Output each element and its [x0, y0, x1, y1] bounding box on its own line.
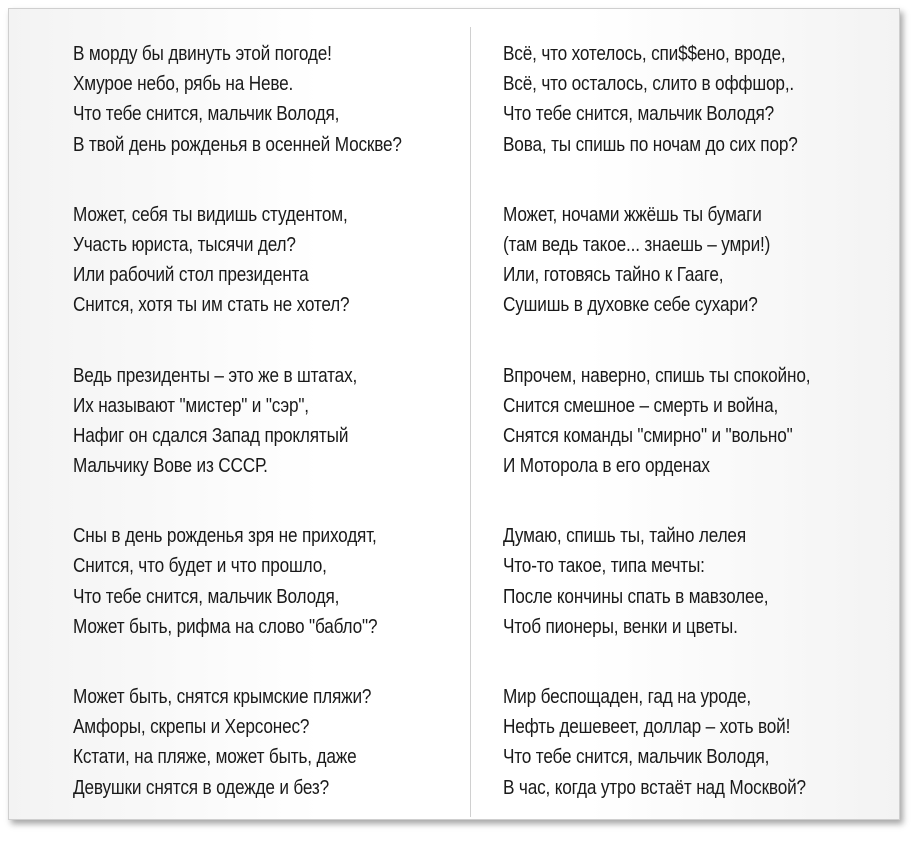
poem-line: Снится, что будет и что прошло,	[73, 555, 327, 578]
poem-line: Снится, хотя ты им стать не хотел?	[73, 294, 350, 317]
poem-line: Амфоры, скрепы и Херсонес?	[73, 716, 310, 739]
poem-line: Думаю, спишь ты, тайно лелея	[503, 525, 746, 548]
stanza	[73, 682, 463, 803]
stanza	[73, 200, 463, 321]
stanza	[503, 200, 903, 321]
poem-line: Участь юриста, тысячи дел?	[73, 233, 296, 256]
poem-line: Снится смешное – смерть и война,	[503, 394, 779, 417]
poem-line: Девушки снятся в одежде и без?	[73, 776, 330, 799]
poem-line: Что-то такое, типа мечты:	[503, 555, 705, 578]
poem-line: Что тебе снится, мальчик Володя?	[503, 103, 775, 126]
poem-line: Мир беспощаден, гад на уроде,	[503, 686, 752, 708]
poem-line: Может быть, рифма на слово "бабло"?	[73, 615, 378, 638]
stanza	[73, 361, 463, 482]
poem-line: Может, ночами жжёшь ты бумаги	[503, 203, 762, 226]
poem-line: Их называют "мистер" и "сэр",	[73, 394, 309, 417]
poem-line: Вова, ты спишь по ночам до сих пор?	[503, 133, 798, 156]
poem-line: Хмурое небо, рябь на Неве.	[73, 73, 294, 96]
poem-line: И Моторола в его орденах	[503, 455, 710, 478]
poem-line: Впрочем, наверно, спишь ты спокойно,	[503, 364, 811, 387]
poem-line: Сушишь в духовке себе сухари?	[503, 294, 758, 317]
poem-line: Снятся команды "смирно" и "вольно"	[503, 424, 793, 447]
poem-line: В час, когда утро встаёт над Москвой?	[503, 776, 806, 799]
poem-sheet	[8, 8, 900, 820]
stanza	[503, 521, 903, 642]
poem-line: Всё, что хотелось, спи$$ено, вроде,	[503, 43, 786, 65]
poem-line: Сны в день рожденья зря не приходят,	[73, 525, 377, 548]
stanza	[73, 39, 463, 160]
stanza	[503, 361, 903, 482]
poem-line: Кстати, на пляже, может быть, даже	[73, 746, 357, 769]
poem-line: (там ведь такое... знаешь – умри!)	[503, 233, 771, 256]
poem-column-left	[73, 39, 463, 843]
poem-line: Что тебе снится, мальчик Володя,	[73, 585, 340, 608]
poem-line: Может быть, снятся крымские пляжи?	[73, 686, 372, 708]
stanza	[503, 682, 903, 803]
poem-line: Нефть дешевеет, доллар – хоть вой!	[503, 716, 791, 739]
poem-line: После кончины спать в мавзолее,	[503, 585, 769, 608]
poem-line: В морду бы двинуть этой погоде!	[73, 43, 332, 65]
poem-column-right	[503, 39, 903, 843]
stanza	[503, 39, 903, 160]
poem-line: Что тебе снится, мальчик Володя,	[73, 103, 340, 126]
poem-line: Что тебе снится, мальчик Володя,	[503, 746, 770, 769]
poem-line: Чтоб пионеры, венки и цветы.	[503, 615, 738, 638]
stanza	[73, 521, 463, 642]
poem-line: Ведь президенты – это же в штатах,	[73, 364, 358, 387]
poem-line: Нафиг он сдался Запад проклятый	[73, 424, 349, 447]
poem-line: Или рабочий стол президента	[73, 264, 309, 287]
poem-line: Или, готовясь тайно к Гааге,	[503, 264, 724, 287]
poem-line: В твой день рожденья в осенней Москве?	[73, 133, 402, 156]
poem-line: Может, себя ты видишь студентом,	[73, 203, 348, 226]
column-divider	[470, 27, 471, 817]
poem-line: Мальчику Вове из СССР.	[73, 455, 268, 478]
poem-line: Всё, что осталось, слито в оффшор,.	[503, 73, 795, 96]
